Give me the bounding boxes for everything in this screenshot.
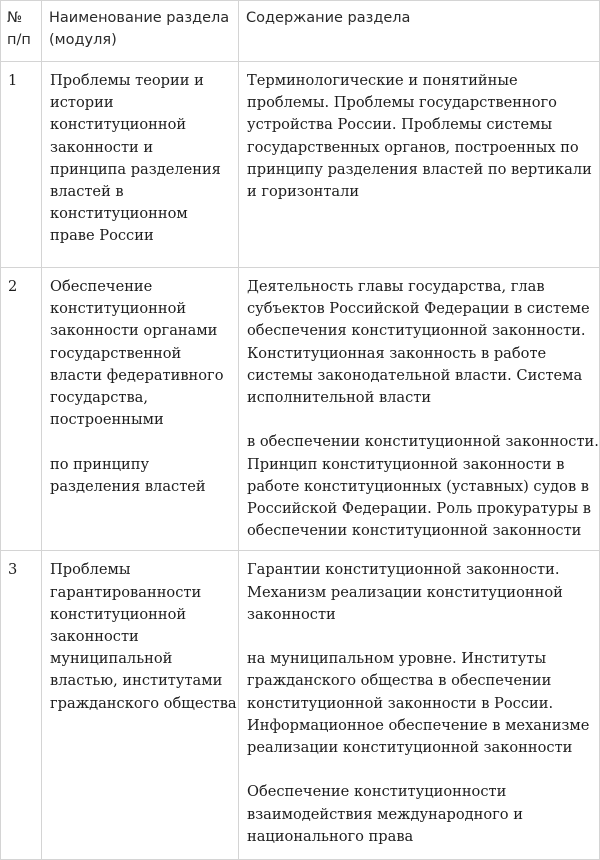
text-line: Проблемы [50, 561, 131, 579]
text-line: гражданского общества [50, 694, 237, 712]
text-line: государства, [50, 389, 149, 407]
text-line: Гарантии конституционной законности. [247, 561, 560, 579]
text-line: законности [247, 605, 336, 623]
text-line: построенными [50, 411, 164, 429]
text-line: гражданского общества в обеспечении [247, 672, 552, 690]
text-line: и горизонтали [247, 183, 360, 201]
text-line: праве России [50, 227, 154, 245]
paragraph-gap [247, 759, 593, 781]
text-line: властей в [50, 183, 124, 201]
text-line: конституционной [50, 116, 187, 134]
row-number-text: 1 [8, 72, 18, 89]
text-line: субъектов Российской Федерации в системе [247, 300, 590, 318]
text-line: исполнительной власти [247, 389, 432, 407]
text-line: Обеспечение [50, 278, 153, 295]
text-line: на муниципальном уровне. Институты [247, 650, 547, 668]
section-content [239, 62, 600, 268]
section-content [239, 268, 600, 551]
text-line: принципа разделения [50, 160, 221, 178]
text-line: государственной [50, 344, 182, 362]
text-line: устройства России. Проблемы системы [247, 116, 553, 134]
text-line: работе конституционных (уставных) судов в [247, 477, 590, 495]
text-line: Российской Федерации. Роль прокуратуры в [247, 500, 591, 518]
paragraph-gap [50, 431, 232, 453]
text-line: принципу разделения властей по вертикали [247, 160, 592, 178]
row-number-text: 3 [8, 561, 18, 579]
text-line: конституционной законности в России. [247, 694, 554, 712]
text-line: Конституционная законность в работе [247, 344, 547, 362]
text-line: обеспечении конституционной законности [247, 522, 582, 540]
table-row [1, 268, 600, 551]
paragraph-gap [247, 409, 593, 431]
text-line: Принцип конституционной законности в [247, 455, 565, 473]
text-line: законности органами [50, 322, 218, 340]
text-line: Механизм реализации конституционной [247, 583, 563, 601]
text-line: законности [50, 628, 139, 646]
section-name [42, 268, 239, 551]
header-number [1, 1, 42, 62]
header-section-name [42, 1, 239, 62]
text-line: конституционном [50, 205, 188, 223]
text-line: национального права [247, 827, 414, 845]
header-section-content [239, 1, 600, 62]
text-line: проблемы. Проблемы государственного [247, 94, 557, 112]
text-line: разделения властей [50, 477, 206, 495]
section-name [42, 551, 239, 860]
header-text-line: (модуля) [49, 32, 117, 48]
text-line: Деятельность главы государства, глав [247, 278, 545, 295]
table-row [1, 551, 600, 860]
text-line: гарантированности [50, 583, 202, 601]
text-line: конституционной [50, 300, 187, 318]
paragraph-gap [247, 626, 593, 648]
text-line: Информационное обеспечение в механизме [247, 716, 590, 734]
row-number-text: 2 [8, 278, 18, 295]
row-number [1, 551, 42, 860]
text-line: истории [50, 94, 114, 112]
text-line: государственных органов, построенных по [247, 138, 579, 156]
section-name [42, 62, 239, 268]
section-content [239, 551, 600, 860]
text-line: муниципальной [50, 650, 173, 668]
text-line: обеспечения конституционной законности. [247, 322, 586, 340]
header-text-line: п/п [7, 32, 31, 48]
text-line: по принципу [50, 455, 150, 473]
text-line: Обеспечение конституционности [247, 783, 507, 801]
text-line: Проблемы теории и [50, 72, 204, 89]
header-text-line: Содержание раздела [246, 10, 411, 26]
header-text-line: Наименование раздела [49, 10, 230, 26]
text-line: реализации конституционной законности [247, 739, 573, 757]
text-line: взаимодействия международного и [247, 805, 523, 823]
text-line: системы законодательной власти. Система [247, 366, 583, 384]
text-line: Терминологические и понятийные [247, 72, 518, 89]
text-line: конституционной [50, 605, 187, 623]
header-text-line: № [7, 10, 23, 26]
row-number [1, 62, 42, 268]
text-line: в обеспечении конституционной законности. [247, 433, 599, 451]
text-line: власти федеративного [50, 366, 224, 384]
text-line: властью, институтами [50, 672, 223, 690]
text-line: законности и [50, 138, 154, 156]
table-row [1, 62, 600, 268]
row-number [1, 268, 42, 551]
table-header-row [1, 1, 600, 62]
